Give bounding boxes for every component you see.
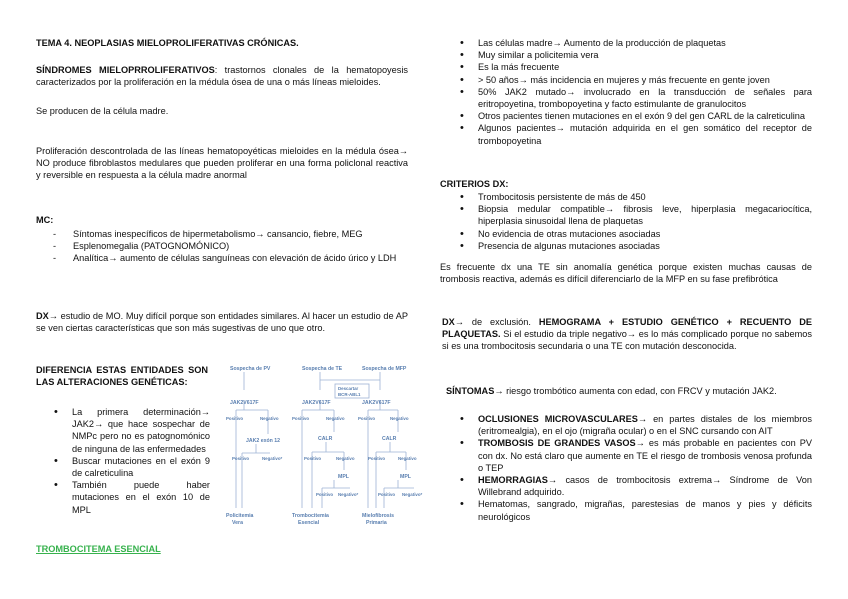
sindromes-text: : trastornos clonales de la hematopoyesis caracterizados por la proliferación en la médula ósea de una o más líneas mieloides. [36,65,408,88]
mc-item: - Esplenomegalia (PATOGNOMÓNICO) [36,240,408,252]
flow-sospecha-pv: Sospecha de PV [230,366,271,372]
flow-result-mf-2: Primaria [366,520,387,526]
sintoma-item [442,413,812,437]
te-feature-item: • Muy similar a policitemia vera [442,49,812,61]
flow-descartar: Descartar [338,386,359,391]
sindromes-line2: Se producen de la célula madre. [36,106,169,116]
sintoma-item [442,474,812,498]
flow-neg: Negativo [390,416,409,421]
flow-pos: Positivo [368,456,386,461]
sintomas-paragraph [446,385,812,397]
flow-pos: Positivo [292,416,310,421]
flow-neg: Negativo* [338,492,359,497]
flow-jak-te: JAK2V617F [302,400,331,406]
sintoma-bold: OCLUSIONES MICROVASCULARES→ [478,414,648,424]
sintomas-text: riesgo trombótico aumenta con edad, con FRCV y mutación JAK2. [503,386,777,396]
mc-item: - Analítica→ aumento de células sanguíneas con elevación de ácido úrico y LDH [36,252,408,264]
flow-pos: Positivo [304,456,322,461]
flow-pos: Positivo [378,492,396,497]
proliferacion-paragraph: Proliferación descontrolada de las líneas hematopoyéticas mieloides en la médula ósea→ NO produce fibroblastos medulares que pueden proliferar en una forma policlonal reactiva y reversible en respuesta a la célula madre anormal [36,146,408,181]
sindromes-label: SÍNDROMES MIELOPRROLIFERATIVOS [36,65,215,75]
flow-mpl-mfp: MPL [400,474,411,480]
dx-text: estudio de MO. Muy difícil porque son entidades similares. Al hacer un estudio de AP se ven ciertas características que son más sugestivas de uno que otro. [36,311,408,334]
mc-item: - Síntomas inespecíficos de hipermetabolismo→ cansancio, fiebre, MEG [36,228,408,240]
mc-label: MC: [36,215,54,225]
flow-pos: Positivo [232,456,250,461]
flow-sospecha-te: Sospecha de TE [302,366,343,372]
flow-neg: Negativo [336,456,355,461]
flow-bcr: BCR-ABL1 [338,392,361,397]
sintoma-text: en partes distales de los miembros (eritromealgia), en el ojo (migraña ocular) o en el SNC cursando con AIT [478,414,812,437]
flow-pos: Positivo [226,416,244,421]
flow-result-te: Trombocitemia [292,513,329,519]
diferencia-heading: DIFERENCIA ESTAS ENTIDADES SON LAS ALTERACIONES GENÉTICAS: [36,365,208,388]
flow-neg: Negativo* [402,492,423,497]
te-feature-item: • Es la más frecuente [442,61,812,73]
flow-neg: Negativo [260,416,279,421]
diferencia-item: • Buscar mutaciones en el exón 9 de calreticulina [36,455,210,479]
flow-neg: Negativo [398,456,417,461]
sintoma-item [442,498,812,522]
flow-pos: Positivo [316,492,334,497]
criterio-item: • Presencia de algunas mutaciones asociadas [442,240,812,252]
sintoma-text: casos de trombocitosis extrema→ Síndrome de Von Willebrand adquirido. [478,475,812,498]
dx-te-plain: de exclusión. [463,317,539,327]
flow-sospecha-mfp: Sospecha de MFP [362,366,407,372]
flow-result-te-2: Esencial [298,520,320,526]
sintomas-list [442,413,812,523]
criterios-list [442,191,812,252]
flow-pos: Positivo [358,416,376,421]
criterio-item: • Trombocitosis persistente de más de 450 [442,191,812,203]
dx-te-label: DX→ [442,317,464,327]
diagnostic-flowchart [222,360,432,530]
flow-exon12: JAK2 exón 12 [246,438,281,444]
sintomas-label: SÍNTOMAS→ [446,386,504,396]
dx-paragraph [36,310,408,334]
flow-neg: Negativo* [262,456,283,461]
flow-calr-te: CALR [318,436,333,442]
sintoma-bold: HEMORRAGIAS→ [478,475,558,486]
diferencia-list [36,406,210,516]
mc-list [36,228,408,265]
dx-te-bold: HEMOGRAMA + ESTUDIO GENÉTICO + RECUENTO DE PLAQUETAS. [442,317,812,340]
criterio-item: • Biopsia medular compatible→ fibrosis leve, hiperplasia megacariocítica, hiperplasia sinusoidal llena de plaquetas [442,203,812,227]
sintoma-text: es más probable en pacientes con PV con dx. No está claro que aumente en TE el riesgo de trombosis venosa profunda o TEP [478,438,812,473]
dx-te-rest: Si el estudio da triple negativo→ es lo más complicado porque no sabemos si es una trombocitosis secundaria o una TE con mutación desconocida. [442,329,812,352]
flow-calr-mfp: CALR [382,436,397,442]
sintoma-text: Hematomas, sangrado, migrañas, parestesias de manos y pies y déficits neurológicos [478,499,812,522]
frecuente-paragraph: Es frecuente dx una TE sin anomalía genética porque existen muchas causas de trombosis reactiva, además es difícil diferenciarlo de la MFP en su fase prefibrótica [440,262,812,285]
trombocitemia-link[interactable]: TROMBOCITEMA ESENCIAL [36,544,161,554]
te-feature-item: • 50% JAK2 mutado→ involucrado en la transducción de señales para eritropoyetina, trombopoyetina y facto estimulante de granulocitos [442,86,812,110]
page-title: TEMA 4. NEOPLASIAS MIELOPROLIFERATIVAS CRÓNICAS. [36,38,299,48]
te-feature-item: • Otros pacientes tienen mutaciones en el exón 9 del gen CARL de la calreticulina [442,110,812,122]
flow-jak-mfp: JAK2V617F [362,400,391,406]
te-feature-item: • > 50 años→ más incidencia en mujeres y más frecuente en gente joven [442,74,812,86]
te-features-list [442,37,812,147]
sintoma-bold: TROMBOSIS DE GRANDES VASOS→ [478,438,645,449]
sintoma-item [442,437,812,474]
flow-result-mf: Mielofibrosis [362,513,394,519]
flow-jak-pv: JAK2V617F [230,400,259,406]
diferencia-item: • También puede haber mutaciones en el exón 10 de MPL [36,479,210,516]
flow-result-pv-2: Vera [232,520,243,526]
flow-result-pv: Policitemia [226,513,254,519]
dx-te-paragraph [442,316,812,353]
sindromes-paragraph [36,64,408,88]
te-feature-item: • Algunos pacientes→ mutación adquirida en el gen somático del receptor de trombopoyetina [442,122,812,146]
diferencia-item: • La primera determinación→ JAK2→ que hace sospechar de NMPc pero no es patognomónico de ninguna de las enfermedades [36,406,210,455]
criterio-item: • No evidencia de otras mutaciones asociadas [442,228,812,240]
te-feature-item: • Las células madre→ Aumento de la producción de plaquetas [442,37,812,49]
criterios-label: CRITERIOS DX: [440,179,509,189]
flow-mpl-te: MPL [338,474,349,480]
dx-label: DX→ [36,311,58,321]
flow-neg: Negativo [326,416,345,421]
